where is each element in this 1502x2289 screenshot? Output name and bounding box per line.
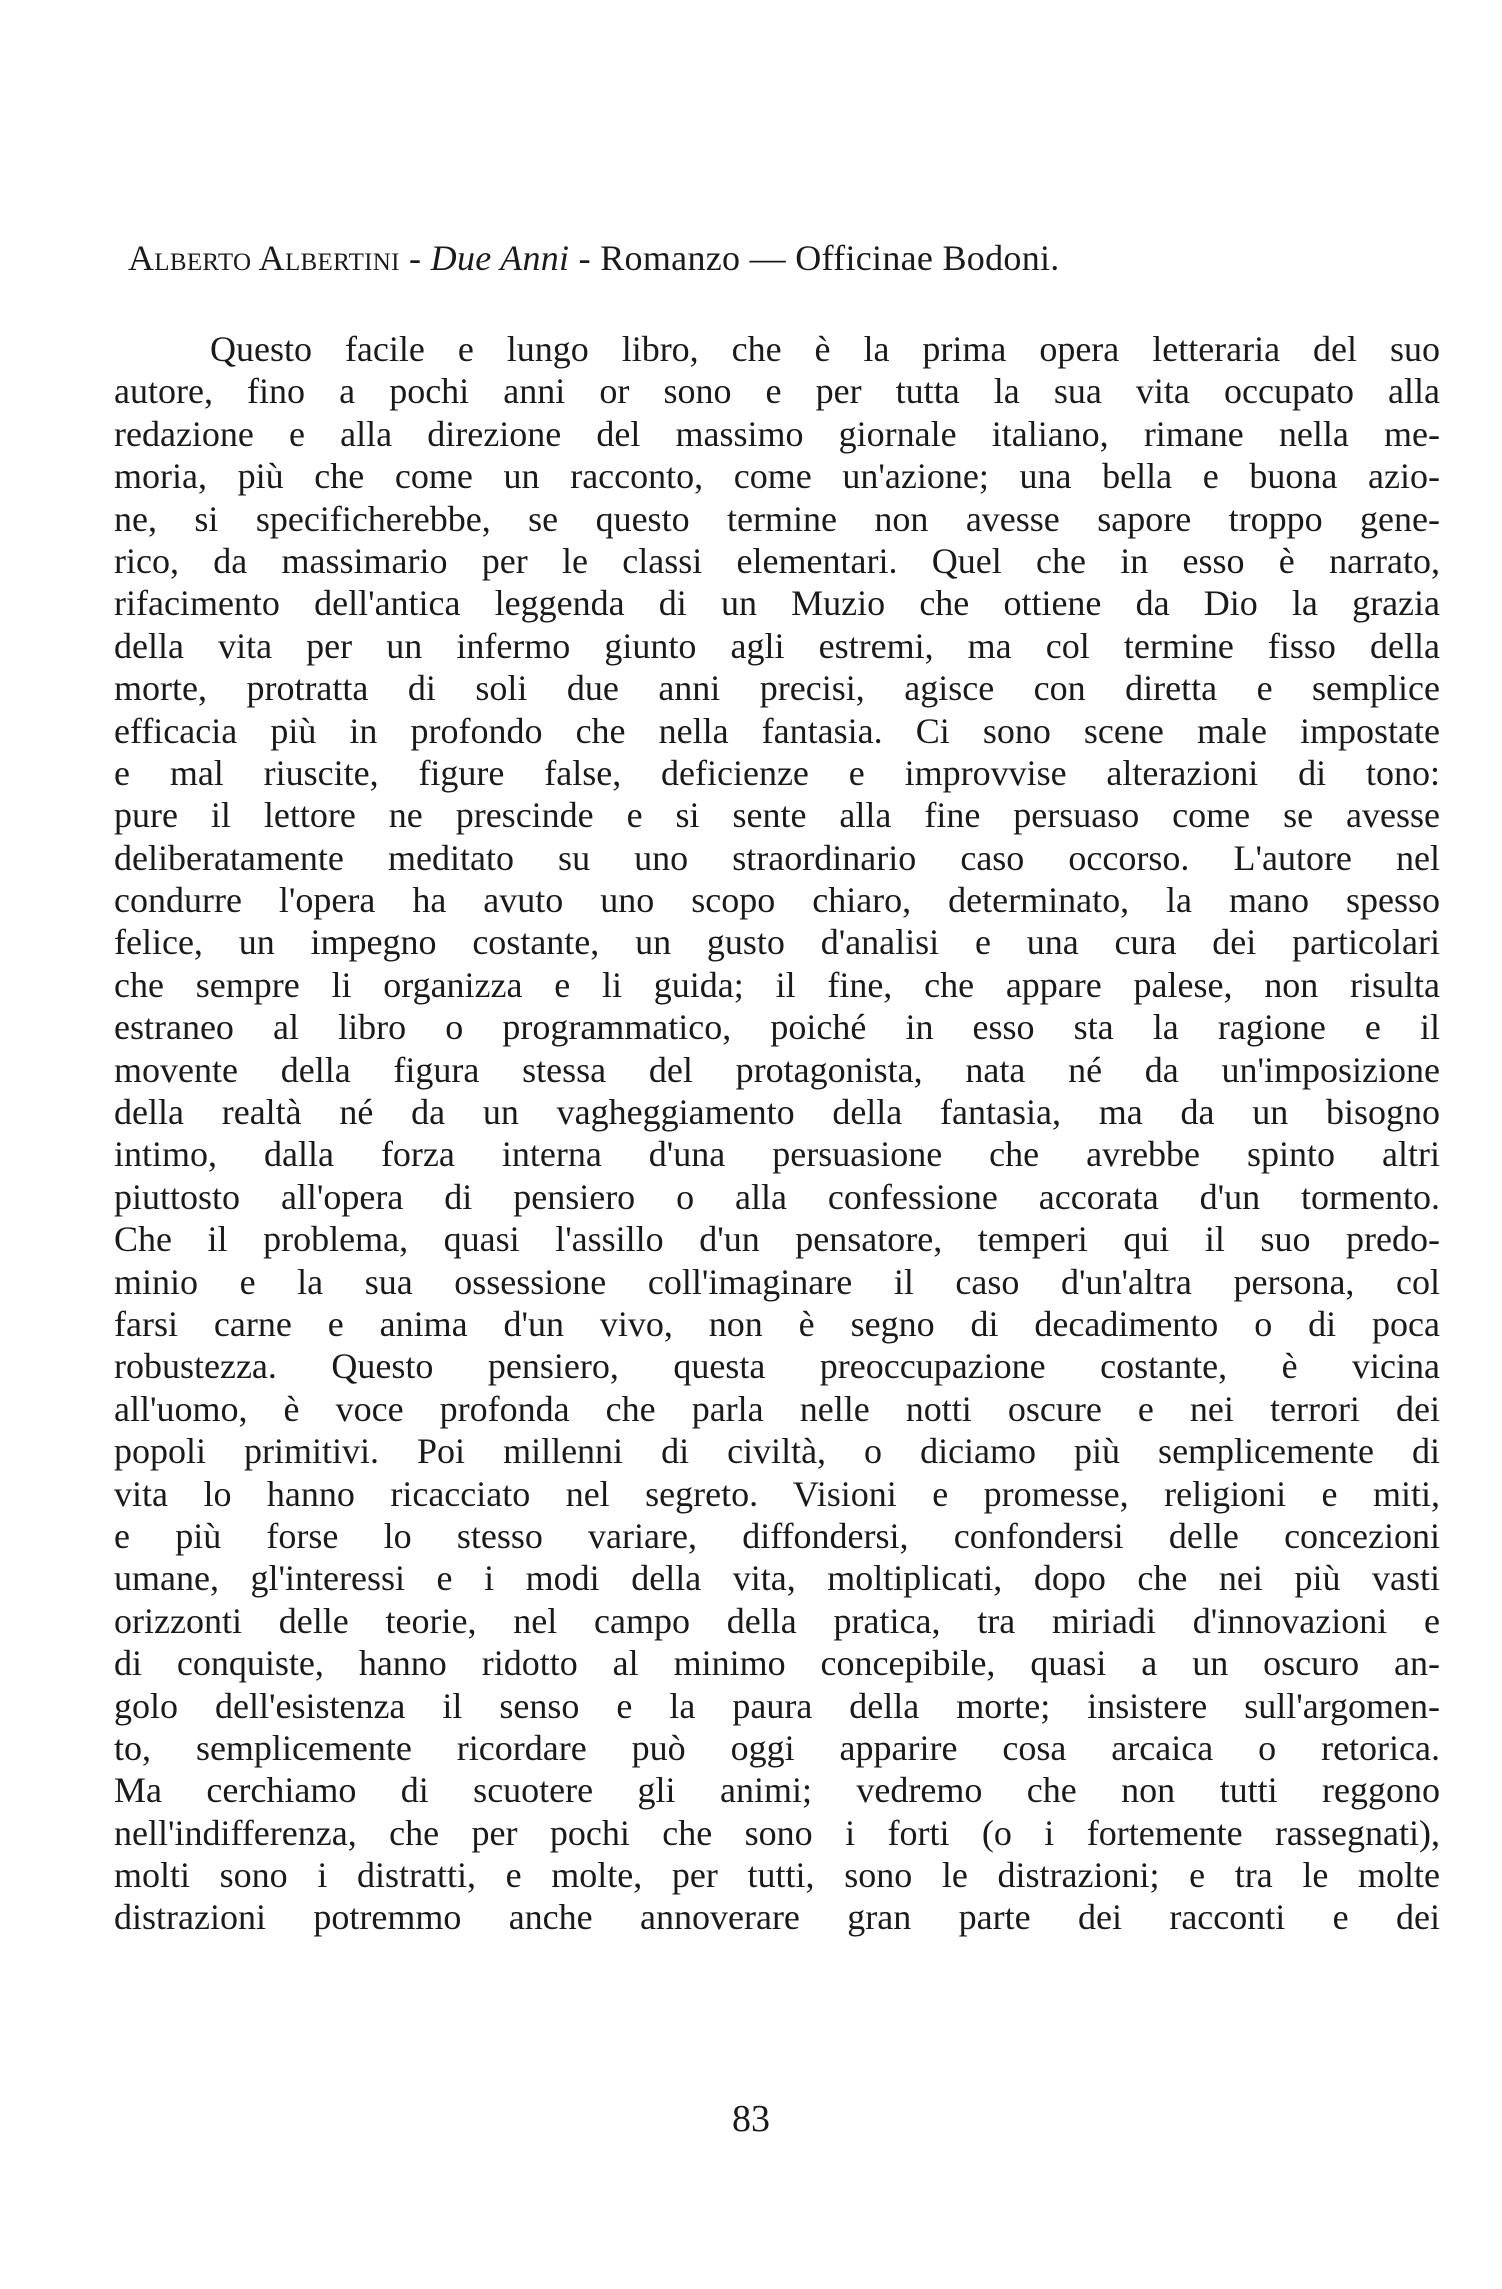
publisher-name: Officinae Bodoni. [795, 238, 1060, 278]
text-line: che sempre li organizza e li guida; il fine, che appare palese, non risulta [114, 964, 1440, 1005]
text-line: all'uomo, è voce profonda che parla nelle notti oscure e nei terrori dei [114, 1388, 1440, 1429]
heading-separator: - [569, 238, 601, 278]
text-line: estraneo al libro o programmatico, poiché in esso sta la ragione e il [114, 1007, 1440, 1048]
text-line: felice, un impegno costante, un gusto d'analisi e una cura dei particolari [114, 922, 1440, 963]
text-line: robustezza. Questo pensiero, questa preoccupazione costante, è vicina [114, 1346, 1440, 1387]
text-line: ne, si specificherebbe, se questo termine non avesse sapore troppo gene- [114, 498, 1440, 539]
text-line: della vita per un infermo giunto agli estremi, ma col termine fisso della [114, 625, 1440, 666]
review-heading [128, 236, 1428, 280]
book-title: Due Anni [430, 238, 570, 278]
text-line: golo dell'esistenza il senso e la paura della morte; insistere sull'argomen- [114, 1685, 1440, 1726]
text-line: deliberatamente meditato su uno straordinario caso occorso. L'autore nel [114, 837, 1440, 878]
text-line: distrazioni potremmo anche annoverare gran parte dei racconti e dei [114, 1897, 1440, 1938]
text-line: nell'indifferenza, che per pochi che sono i forti (o i fortemente rassegnati), [114, 1812, 1440, 1853]
text-line: condurre l'opera ha avuto uno scopo chiaro, determinato, la mano spesso [114, 880, 1440, 921]
text-line: intimo, dalla forza interna d'una persuasione che avrebbe spinto altri [114, 1134, 1440, 1175]
text-line: efficacia più in profondo che nella fantasia. Ci sono scene male impostate [114, 710, 1440, 751]
text-line: piuttosto all'opera di pensiero o alla confessione accorata d'un tormento. [114, 1176, 1440, 1217]
text-line: di conquiste, hanno ridotto al minimo concepibile, quasi a un oscuro an- [114, 1643, 1440, 1684]
book-genre: Romanzo [600, 238, 741, 278]
text-line: rifacimento dell'antica leggenda di un Muzio che ottiene da Dio la grazia [114, 583, 1440, 624]
text-line: farsi carne e anima d'un vivo, non è segno di decadimento o di poca [114, 1303, 1440, 1344]
heading-separator: - [399, 238, 431, 278]
heading-separator: — [740, 238, 796, 278]
text-line: vita lo hanno ricacciato nel segreto. Visioni e promesse, religioni e miti, [114, 1473, 1440, 1514]
text-line: orizzonti delle teorie, nel campo della pratica, tra miriadi d'innovazioni e [114, 1600, 1440, 1641]
review-paragraph [114, 328, 1440, 1939]
text-line: redazione e alla direzione del massimo giornale italiano, rimane nella me- [114, 413, 1440, 454]
text-line: popoli primitivi. Poi millenni di civiltà, o diciamo più semplicemente di [114, 1431, 1440, 1472]
text-line: moria, più che come un racconto, come un'azione; una bella e buona azio- [114, 456, 1440, 497]
text-line: umane, gl'interessi e i modi della vita, moltiplicati, dopo che nei più vasti [114, 1558, 1440, 1599]
author-name: Alberto Albertini [128, 238, 400, 278]
text-line: rico, da massimario per le classi elementari. Quel che in esso è narrato, [114, 540, 1440, 581]
text-line: e più forse lo stesso variare, diffondersi, confondersi delle concezioni [114, 1515, 1440, 1556]
text-line: pure il lettore ne prescinde e si sente alla fine persuaso come se avesse [114, 795, 1440, 836]
text-line: Ma cerchiamo di scuotere gli animi; vedremo che non tutti reggono [114, 1770, 1440, 1811]
text-line: della realtà né da un vagheggiamento della fantasia, ma da un bisogno [114, 1092, 1440, 1133]
text-line: e mal riuscite, figure false, deficienze e improvvise alterazioni di tono: [114, 752, 1440, 793]
text-line: Che il problema, quasi l'assillo d'un pensatore, temperi qui il suo predo- [114, 1219, 1440, 1260]
text-line: to, semplicemente ricordare può oggi apparire cosa arcaica o retorica. [114, 1727, 1440, 1768]
page-number: 83 [732, 2098, 770, 2140]
text-line: Questo facile e lungo libro, che è la prima opera letteraria del suo [210, 329, 1440, 369]
text-line: autore, fino a pochi anni or sono e per tutta la sua vita occupato alla [114, 371, 1440, 412]
text-line: minio e la sua ossessione coll'imaginare il caso d'un'altra persona, col [114, 1261, 1440, 1302]
text-line: morte, protratta di soli due anni precisi, agisce con diretta e semplice [114, 668, 1440, 709]
text-line: molti sono i distratti, e molte, per tutti, sono le distrazioni; e tra le molte [114, 1855, 1440, 1896]
text-line: movente della figura stessa del protagonista, nata né da un'imposizione [114, 1049, 1440, 1090]
